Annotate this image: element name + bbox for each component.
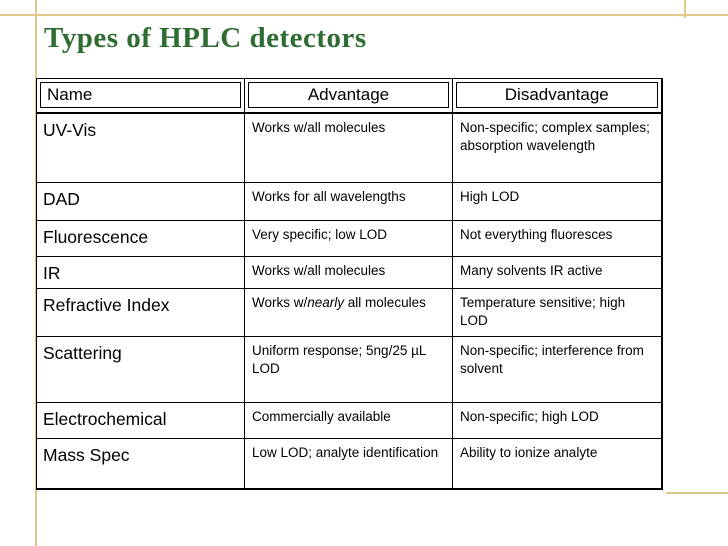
- disadvantage-text: Non-specific; high LOD: [460, 409, 599, 425]
- header-name: Name: [40, 82, 241, 108]
- name-cell: [37, 257, 245, 289]
- advantage-text: Works w/all molecules: [252, 119, 386, 135]
- advantage-cell: [245, 289, 453, 337]
- advantage-text: Works w/all molecules: [252, 263, 386, 279]
- table-row: [37, 257, 662, 289]
- advantage-emphasis: nearly: [307, 295, 345, 311]
- detector-name: UV-Vis: [43, 119, 97, 140]
- table-row: [37, 183, 662, 221]
- header-disadvantage: Disadvantage: [456, 82, 658, 108]
- advantage-text: Very specific; low LOD: [252, 227, 388, 243]
- advantage-cell: [245, 183, 453, 221]
- bottom-right-rule: [666, 492, 728, 494]
- disadvantage-cell: [453, 257, 662, 289]
- advantage-suffix: all molecules: [344, 295, 426, 311]
- advantage-text: Low LOD; analyte identification: [252, 445, 439, 461]
- detector-name: IR: [43, 263, 61, 284]
- advantage-cell: [245, 113, 453, 183]
- disadvantage-cell: [453, 337, 662, 403]
- disadvantage-text: Non-specific; complex samples; absorption wavelength: [460, 119, 650, 153]
- advantage-cell: [245, 221, 453, 257]
- disadvantage-text: Not everything fluoresces: [460, 227, 613, 243]
- table-row: [37, 403, 662, 439]
- table-header-row: [37, 79, 662, 113]
- name-cell: [37, 221, 245, 257]
- header-cell-disadvantage: [453, 79, 662, 113]
- advantage-text: Uniform response; 5ng/25 µL LOD: [252, 343, 426, 377]
- advantage-cell: [245, 337, 453, 403]
- table-row: [37, 439, 662, 489]
- table-row: [37, 289, 662, 337]
- disadvantage-text: Ability to ionize analyte: [460, 445, 598, 461]
- advantage-text: Works for all wavelengths: [252, 189, 406, 205]
- advantage-cell: [245, 403, 453, 439]
- advantage-cell: [245, 257, 453, 289]
- detector-name: DAD: [43, 189, 80, 210]
- disadvantage-text: Temperature sensitive; high LOD: [460, 295, 626, 329]
- table-row: [37, 113, 662, 183]
- disadvantage-cell: [453, 403, 662, 439]
- detector-name: Electrochemical: [43, 409, 167, 430]
- detector-name: Mass Spec: [43, 445, 130, 466]
- disadvantage-cell: [453, 113, 662, 183]
- disadvantage-text: Non-specific; interference from solvent: [460, 343, 644, 377]
- disadvantage-cell: [453, 289, 662, 337]
- advantage-text: [245, 289, 452, 312]
- disadvantage-text: High LOD: [460, 189, 520, 205]
- detector-name: Refractive Index: [43, 295, 170, 316]
- advantage-text: Commercially available: [252, 409, 391, 425]
- header-cell-name: [37, 79, 245, 113]
- name-cell: [37, 183, 245, 221]
- header-cell-advantage: [245, 79, 453, 113]
- top-right-tick: [684, 0, 686, 18]
- name-cell: [37, 403, 245, 439]
- detectors-table: [36, 78, 663, 490]
- name-cell: [37, 439, 245, 489]
- top-rule: [0, 14, 728, 16]
- disadvantage-cell: [453, 221, 662, 257]
- detector-name: Fluorescence: [43, 227, 149, 248]
- disadvantage-text: Many solvents IR active: [460, 263, 603, 279]
- advantage-cell: [245, 439, 453, 489]
- header-advantage: Advantage: [248, 82, 449, 108]
- table-row: [37, 221, 662, 257]
- name-cell: [37, 337, 245, 403]
- table-row: [37, 337, 662, 403]
- detector-name: Scattering: [43, 343, 122, 364]
- name-cell: [37, 113, 245, 183]
- advantage-prefix: Works w/: [252, 295, 308, 311]
- slide-title: Types of HPLC detectors: [44, 22, 367, 54]
- disadvantage-cell: [453, 439, 662, 489]
- name-cell: [37, 289, 245, 337]
- disadvantage-cell: [453, 183, 662, 221]
